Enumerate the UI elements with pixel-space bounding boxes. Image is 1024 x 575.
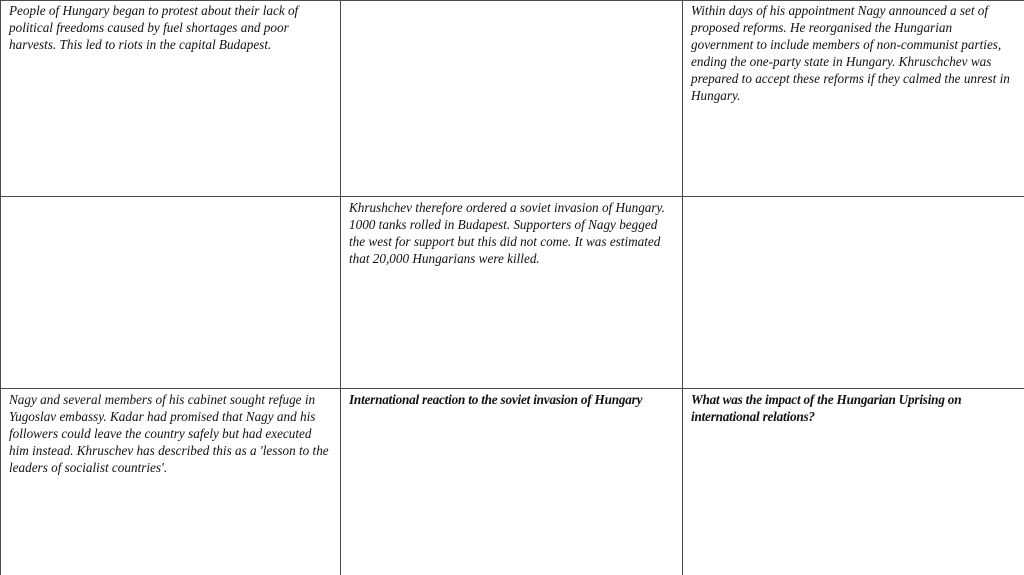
- table-cell-r3-c3: [683, 389, 1024, 575]
- table-cell-r1-c3: [683, 0, 1024, 197]
- cell-heading: What was the impact of the Hungarian Uprising on international relations?: [691, 392, 962, 424]
- table-cell-r3-c1: [0, 389, 341, 575]
- table-cell-r2-c1: [0, 197, 341, 389]
- table-cell-r2-c3: [683, 197, 1024, 389]
- table-cell-r2-c2: [341, 197, 683, 389]
- table-cell-r1-c1: [0, 0, 341, 197]
- cell-text: Nagy and several members of his cabinet sought refuge in Yugoslav embassy. Kadar had promised that Nagy and his followers could leave the country safely but had executed him instead. Khruschev has described this as a 'lesson to the leaders of socialist countries'.: [9, 392, 329, 475]
- cell-heading: International reaction to the soviet invasion of Hungary: [349, 392, 643, 407]
- table-cell-r3-c2: [341, 389, 683, 575]
- cell-text: Within days of his appointment Nagy announced a set of proposed reforms. He reorganised the Hungarian government to include members of non-communist parties, ending the one-party state in Hungary. Khruschchev was prepared to accept these reforms if they calmed the unrest in Hungary.: [691, 3, 1010, 103]
- table-cell-r1-c2: [341, 0, 683, 197]
- cell-text: Khrushchev therefore ordered a soviet invasion of Hungary. 1000 tanks rolled in Budapest. Supporters of Nagy begged the west for support but this did not come. It was estimated that 20,000 Hungarians were killed.: [349, 200, 665, 266]
- cell-text: People of Hungary began to protest about their lack of political freedoms caused by fuel shortages and poor harvests. This led to riots in the capital Budapest.: [9, 3, 299, 52]
